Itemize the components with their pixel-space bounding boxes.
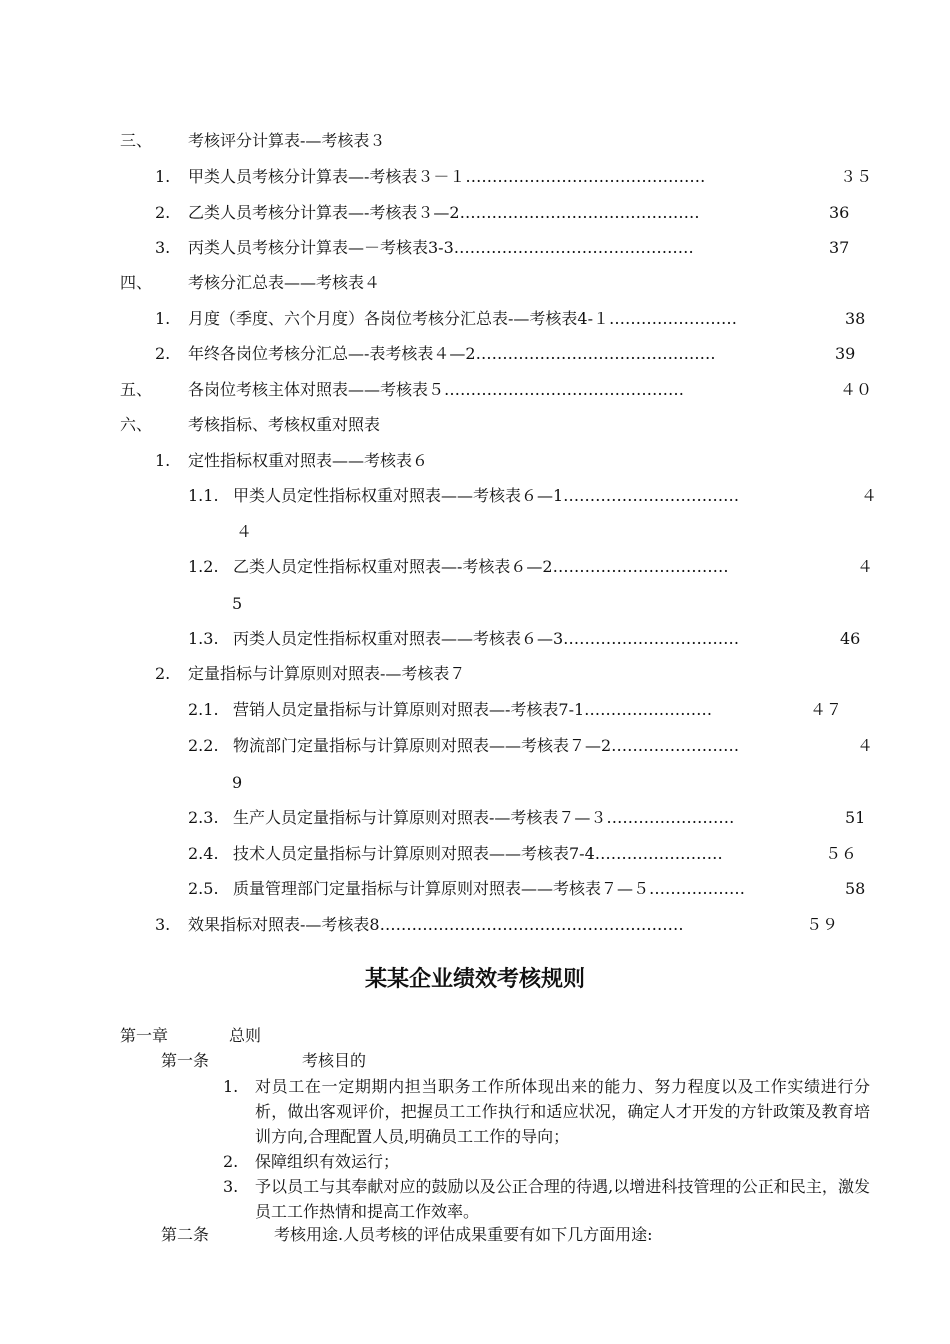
toc-text: 丙类人员定性指标权重对照表——考核表６—3…………………………… xyxy=(233,629,740,648)
toc-page: ４ xyxy=(861,486,878,505)
toc-number: 五、 xyxy=(120,380,153,399)
toc-page-continuation: 9 xyxy=(232,773,243,792)
toc-number: 2.3. xyxy=(188,808,219,827)
toc-page: ４ xyxy=(857,736,874,755)
toc-page: 37 xyxy=(829,238,850,257)
toc-page: ５６ xyxy=(825,844,858,863)
toc-page: 39 xyxy=(835,344,856,363)
toc-text: 考核指标、考核权重对照表 xyxy=(188,415,381,434)
toc-text: 质量管理部门定量指标与计算原则对照表——考核表７—５……………… xyxy=(233,879,746,898)
toc-text: 各岗位考核主体对照表——考核表５……………………………………… xyxy=(188,380,685,399)
toc-page: ３５ xyxy=(840,167,873,186)
toc-page: ５９ xyxy=(806,915,839,934)
toc-number: 2. xyxy=(155,203,171,222)
toc-text: 考核分汇总表——考核表４ xyxy=(188,273,381,292)
list-item-number: 1. xyxy=(223,1077,239,1096)
toc-page-continuation: ４ xyxy=(236,522,253,541)
toc-page: ４０ xyxy=(840,380,873,399)
toc-text: 技术人员定量指标与计算原则对照表——考核表7-4…………………… xyxy=(233,844,723,863)
toc-number: 2.5. xyxy=(188,879,219,898)
toc-text: 月度（季度、六个月度）各岗位考核分汇总表-—考核表4-１…………………… xyxy=(188,309,737,328)
toc-number: 2.1. xyxy=(188,700,219,719)
toc-number: 1. xyxy=(155,309,171,328)
list-item-number: 3. xyxy=(223,1177,239,1196)
toc-number: 1.3. xyxy=(188,629,219,648)
toc-page-continuation: 5 xyxy=(232,594,243,613)
list-item-number: 2. xyxy=(223,1152,239,1171)
toc-page: 36 xyxy=(829,203,850,222)
toc-number: 1. xyxy=(155,167,171,186)
toc-text: 乙类人员考核分计算表—-考核表３—2……………………………………… xyxy=(188,203,700,222)
article-name: 考核用途.人员考核的评估成果重要有如下几方面用途: xyxy=(274,1225,653,1244)
toc-page: ４ xyxy=(857,557,874,576)
list-item-text: 保障组织有效运行； xyxy=(255,1152,400,1171)
toc-page: 51 xyxy=(845,808,866,827)
list-item-text: 予以员工与其奉献对应的鼓励以及公正合理的待遇,以增进科技管理的公正和民主，激发员工工作热情和提高工作效率。 xyxy=(255,1177,870,1221)
toc-text: 效果指标对照表-—考核表8………………………………………………… xyxy=(188,915,684,934)
chapter-label: 第一章 xyxy=(120,1026,169,1045)
article-name: 考核目的 xyxy=(302,1051,367,1070)
toc-text: 营销人员定量指标与计算原则对照表—-考核表7-1…………………… xyxy=(233,700,713,719)
toc-text: 年终各岗位考核分汇总—-表考核表４—2……………………………………… xyxy=(188,344,716,363)
toc-number: 四、 xyxy=(120,273,153,292)
toc-number: 1.2. xyxy=(188,557,219,576)
chapter-name: 总则 xyxy=(229,1026,262,1045)
toc-text: 定量指标与计算原则对照表-—考核表７ xyxy=(188,664,466,683)
toc-page: 58 xyxy=(845,879,866,898)
article-label: 第一条 xyxy=(161,1051,210,1070)
toc-number: 3. xyxy=(155,915,171,934)
toc-page: 38 xyxy=(845,309,866,328)
toc-number: 六、 xyxy=(120,415,153,434)
toc-text: 甲类人员定性指标权重对照表——考核表６—1…………………………… xyxy=(233,486,740,505)
toc-number: 1.1. xyxy=(188,486,219,505)
toc-number: 2. xyxy=(155,344,171,363)
list-item-text: 对员工在一定期期内担当职务工作所体现出来的能力、努力程度以及工作实绩进行分析，做出客观评价，把握员工工作执行和适应状况，确定人才开发的方针政策及教育培训方向,合理配置人员,明确员工工作的导向； xyxy=(255,1077,870,1146)
toc-number: 2.2. xyxy=(188,736,219,755)
toc-page: ４７ xyxy=(810,700,843,719)
toc-text: 丙类人员考核分计算表—－考核表3-3……………………………………… xyxy=(188,238,694,257)
toc-text: 甲类人员考核分计算表—-考核表３－１……………………………………… xyxy=(188,167,706,186)
toc-text: 物流部门定量指标与计算原则对照表——考核表７—2…………………… xyxy=(233,736,740,755)
toc-number: 3. xyxy=(155,238,171,257)
toc-text: 考核评分计算表-—考核表３ xyxy=(188,131,386,150)
toc-text: 生产人员定量指标与计算原则对照表-—考核表７—３…………………… xyxy=(233,808,735,827)
article-label: 第二条 xyxy=(161,1225,210,1244)
document-title: 某某企业绩效考核规则 xyxy=(364,967,585,992)
toc-text: 乙类人员定性指标权重对照表—-考核表６—2…………………………… xyxy=(233,557,729,576)
toc-number: 2.4. xyxy=(188,844,219,863)
toc-number: 2. xyxy=(155,664,171,683)
toc-page: 46 xyxy=(840,629,861,648)
toc-number: 1. xyxy=(155,451,171,470)
toc-text: 定性指标权重对照表——考核表６ xyxy=(188,451,429,470)
toc-number: 三、 xyxy=(120,131,153,150)
